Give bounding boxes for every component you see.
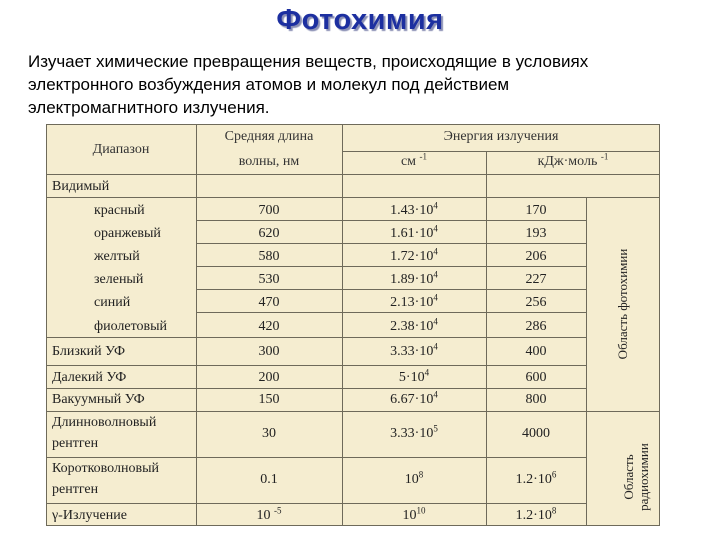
row-cm: $5\cdot 10^4$ [398,367,430,385]
row-name: синий [94,295,131,310]
header-energy: Энергия излучения [443,129,559,144]
side-label-radiochemistry: Область радиохимии [621,443,651,511]
row-wavelength: 10 $^{-5}$ [256,505,282,523]
row-name: желтый [94,249,140,264]
row-cm: $1.72\cdot 10^4$ [390,246,438,264]
row-name: Близкий УФ [52,344,126,359]
intro-line: Изучает химические превращения веществ, происходящие в условиях [28,52,589,71]
row-kj: 170 [525,203,547,218]
row-kj: 206 [525,249,547,264]
row-kj: 4000 [522,426,550,441]
row-wavelength: 620 [258,226,280,241]
row-wavelength: 530 [258,272,280,287]
row-cm: $1.89\cdot 10^4$ [390,269,438,287]
row-kj: $1.2\cdot 10^8$ [515,505,557,523]
page-title: Фотохимия [276,4,444,36]
row-name: Далекий УФ [52,370,127,385]
row-wavelength: 0.1 [260,472,278,487]
row-wavelength: 30 [262,426,276,441]
row-cm: $1.61\cdot 10^4$ [390,223,438,241]
intro-line: электронного возбуждения атомов и молекул под действием [28,75,510,94]
row-name: Длинноволновый [52,415,157,430]
row-name: рентген [52,436,99,451]
intro-line: электромагнитного излучения. [28,98,270,117]
row-wavelength: 150 [258,392,280,407]
row-kj: 286 [525,319,547,334]
row-wavelength: 580 [258,249,280,264]
row-name: красный [94,203,145,218]
row-kj: 400 [525,344,547,359]
row-kj: 600 [525,370,547,385]
row-wavelength: 200 [258,370,280,385]
row-kj: $1.2\cdot 10^6$ [515,469,557,487]
row-name: Коротковолновый [52,461,159,476]
row-wavelength: 300 [258,344,280,359]
header-wavelength: Средняя длина [224,129,314,144]
row-kj: 800 [525,392,547,407]
row-kj: 256 [525,295,547,310]
row-cm: $6.67\cdot 10^4$ [390,389,438,407]
row-name: оранжевый [94,226,161,241]
header-range: Диапазон [92,142,150,157]
row-name: Вакуумный УФ [52,392,145,407]
row-cm: $10^8$ [404,469,424,487]
header-kj: кДж·моль $^{-1}$ [537,151,609,169]
row-cm: $3.33\cdot 10^4$ [390,341,438,359]
row-name: фиолетовый [94,319,168,334]
row-wavelength: 470 [258,295,280,310]
row-name: γ-Излучение [52,508,127,523]
side-label-photochemistry: Область фотохимии [615,248,630,360]
row-name: рентген [52,482,99,497]
row-cm: $10^{10}$ [402,505,426,523]
photochemistry-table [46,124,660,526]
row-wavelength: 420 [258,319,280,334]
row-cm: $2.13\cdot 10^4$ [390,292,438,310]
intro-text [28,50,708,119]
row-name: зеленый [94,272,144,287]
row-kj: 193 [525,226,547,241]
row-cm: $2.38\cdot 10^4$ [390,316,438,334]
row-cm: $3.33\cdot 10^5$ [390,423,438,441]
group-visible-label: Видимый [52,179,110,194]
header-cm: см $^{-1}$ [400,151,428,169]
row-cm: $1.43\cdot 10^4$ [390,200,438,218]
header-wavelength-unit: волны, нм [238,154,300,169]
row-kj: 227 [525,272,547,287]
row-wavelength: 700 [258,203,280,218]
